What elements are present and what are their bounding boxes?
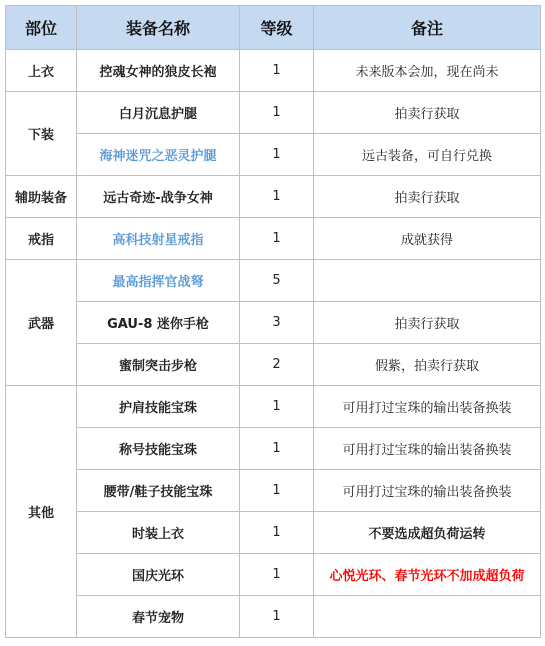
part-cell: 辅助装备 bbox=[6, 176, 77, 218]
table-body bbox=[6, 50, 541, 638]
item-note-cell: 可用打过宝珠的输出装备换装 bbox=[314, 428, 541, 470]
item-note-cell: 可用打过宝珠的输出装备换装 bbox=[314, 470, 541, 512]
part-cell: 戒指 bbox=[6, 218, 77, 260]
item-level-cell: 3 bbox=[240, 302, 314, 344]
table-row bbox=[6, 554, 541, 596]
header-row bbox=[6, 6, 541, 50]
item-note-cell: 成就获得 bbox=[314, 218, 541, 260]
item-note-cell: 假紫，拍卖行获取 bbox=[314, 344, 541, 386]
part-cell: 上衣 bbox=[6, 50, 77, 92]
equipment-table bbox=[5, 5, 541, 638]
part-cell: 其他 bbox=[6, 386, 77, 638]
item-note-cell: 远古装备，可自行兑换 bbox=[314, 134, 541, 176]
item-note-cell: 可用打过宝珠的输出装备换装 bbox=[314, 386, 541, 428]
item-level-cell: 1 bbox=[240, 470, 314, 512]
item-name-cell: 高科技射星戒指 bbox=[77, 218, 240, 260]
item-level-cell: 1 bbox=[240, 512, 314, 554]
table-row bbox=[6, 302, 541, 344]
item-level-cell: 2 bbox=[240, 344, 314, 386]
item-level-cell: 1 bbox=[240, 50, 314, 92]
item-name-cell: 最高指挥官战弩 bbox=[77, 260, 240, 302]
table-row bbox=[6, 176, 541, 218]
item-note-cell: 不要选成超负荷运转 bbox=[314, 512, 541, 554]
table-row bbox=[6, 386, 541, 428]
header-name: 装备名称 bbox=[77, 6, 240, 50]
item-name-cell: GAU-8 迷你手枪 bbox=[77, 302, 240, 344]
item-name-cell: 春节宠物 bbox=[77, 596, 240, 638]
table-row bbox=[6, 50, 541, 92]
item-note-cell: 拍卖行获取 bbox=[314, 176, 541, 218]
table-row bbox=[6, 596, 541, 638]
item-name-cell: 白月沉息护腿 bbox=[77, 92, 240, 134]
item-note-cell: 心悦光环、春节光环不加成超负荷 bbox=[314, 554, 541, 596]
item-name-cell: 控魂女神的狼皮长袍 bbox=[77, 50, 240, 92]
item-level-cell: 5 bbox=[240, 260, 314, 302]
item-name-cell: 海神迷咒之恶灵护腿 bbox=[77, 134, 240, 176]
item-note-cell bbox=[314, 596, 541, 638]
item-name-cell: 称号技能宝珠 bbox=[77, 428, 240, 470]
table-row bbox=[6, 344, 541, 386]
header-level: 等级 bbox=[240, 6, 314, 50]
item-level-cell: 1 bbox=[240, 596, 314, 638]
item-level-cell: 1 bbox=[240, 554, 314, 596]
item-note-cell: 未来版本会加，现在尚未 bbox=[314, 50, 541, 92]
part-cell: 下装 bbox=[6, 92, 77, 176]
header-part: 部位 bbox=[6, 6, 77, 50]
item-name-cell: 远古奇迹-战争女神 bbox=[77, 176, 240, 218]
item-level-cell: 1 bbox=[240, 428, 314, 470]
header-note: 备注 bbox=[314, 6, 541, 50]
item-level-cell: 1 bbox=[240, 134, 314, 176]
table-row bbox=[6, 92, 541, 134]
table-row bbox=[6, 218, 541, 260]
item-name-cell: 护肩技能宝珠 bbox=[77, 386, 240, 428]
table-row bbox=[6, 134, 541, 176]
table-row bbox=[6, 470, 541, 512]
item-note-cell bbox=[314, 260, 541, 302]
item-name-cell: 国庆光环 bbox=[77, 554, 240, 596]
item-level-cell: 1 bbox=[240, 386, 314, 428]
item-level-cell: 1 bbox=[240, 218, 314, 260]
item-name-cell: 腰带/鞋子技能宝珠 bbox=[77, 470, 240, 512]
item-level-cell: 1 bbox=[240, 176, 314, 218]
part-cell: 武器 bbox=[6, 260, 77, 386]
item-note-cell: 拍卖行获取 bbox=[314, 92, 541, 134]
table-row bbox=[6, 260, 541, 302]
table-row bbox=[6, 512, 541, 554]
item-level-cell: 1 bbox=[240, 92, 314, 134]
item-name-cell: 蜜制突击步枪 bbox=[77, 344, 240, 386]
item-name-cell: 时装上衣 bbox=[77, 512, 240, 554]
table-row bbox=[6, 428, 541, 470]
item-note-cell: 拍卖行获取 bbox=[314, 302, 541, 344]
